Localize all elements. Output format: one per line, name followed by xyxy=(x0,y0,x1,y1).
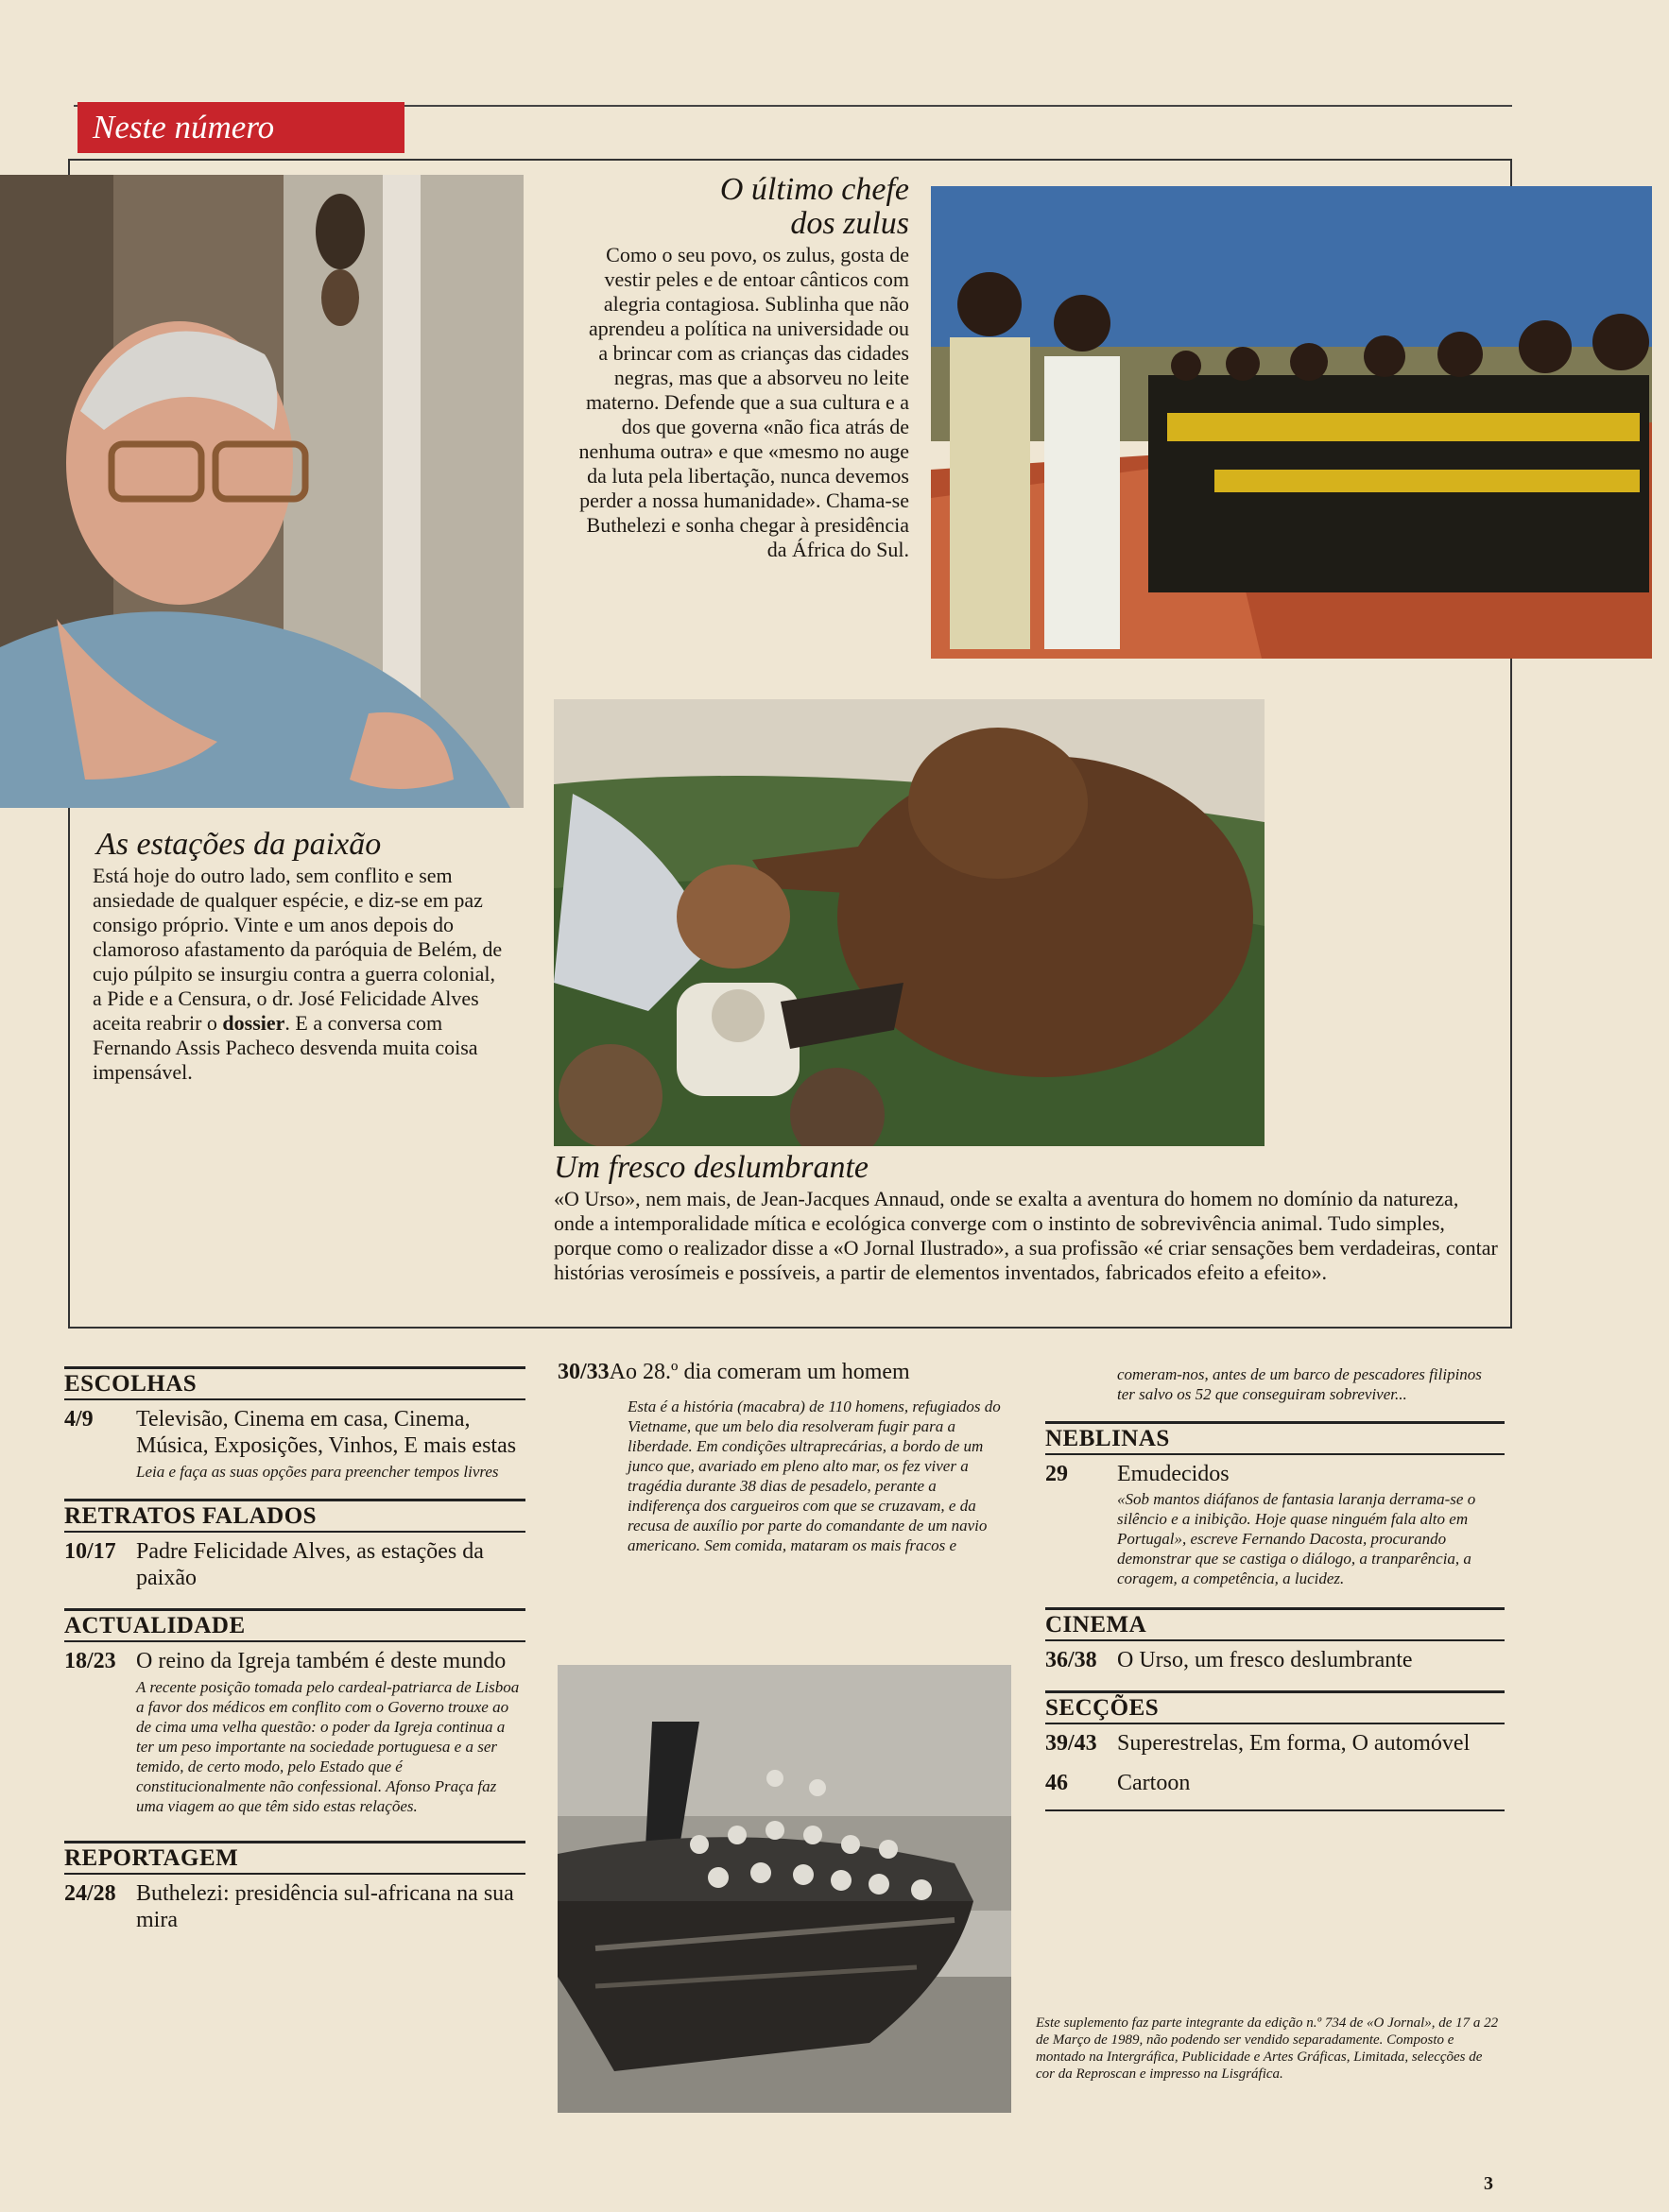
toc-entry[interactable]: 10/17 Padre Felicidade Alves, as estações da paixão xyxy=(64,1539,484,1590)
toc-heading: CINEMA xyxy=(1045,1607,1505,1641)
toc-continuation: comeram-nos, antes de um barco de pescadores filipinos ter salvo os 52 que conseguiram sobreviver... xyxy=(1117,1365,1482,1403)
toc-mid-column xyxy=(558,1359,1021,1555)
toc-entry-desc: «Sob mantos diáfanos de fantasia laranja derrama-se o silêncio e a inibição. Hoje quase ninguém fala alto em Portugal», escreve Fernando Dacosta, procurando demonstrar que se castiga o diálogo, a tranparência, a coragem, a competência, a lucidez. xyxy=(1117,1490,1476,1587)
fresco-article xyxy=(554,1151,1499,1285)
colophon: Este suplemento faz parte integrante da edição n.º 734 de «O Jornal», de 17 a 22 de Março de 1989, não podendo ser vendido separadamente. Composto e montado na Intergráfica, Publicidade e Artes Gráficas, Limitada, selecções de cor da Reproscan e impresso na Lisgráfica. xyxy=(1036,2015,1499,2082)
toc-heading: ESCOLHAS xyxy=(64,1366,525,1400)
toc-entry[interactable]: 24/28 Buthelezi: presidência sul-africana na sua mira xyxy=(64,1881,514,1932)
toc-heading: REPORTAGEM xyxy=(64,1841,525,1875)
toc-heading: RETRATOS FALADOS xyxy=(64,1499,525,1533)
toc-heading: ACTUALIDADE xyxy=(64,1608,525,1642)
paixao-article xyxy=(93,828,508,1085)
toc-right-column xyxy=(1045,1364,1505,1811)
fresco-title: Um fresco deslumbrante xyxy=(554,1150,869,1185)
paixao-body: Está hoje do outro lado, sem conflito e sem ansiedade de qualquer espécie, e diz-se em paz consigo próprio. Vinte e um anos depois do clamoroso afastamento da paróquia de Belém, de cujo púlpito se insurgiu contra a guerra colonial, a Pide e a Censura, o dr. José Felicidade Alves aceita reabrir o dossier. E a conversa com Fernando Assis Pacheco desvenda muita coisa impensável. xyxy=(93,864,503,1084)
zulu-photo xyxy=(931,186,1652,659)
fresco-body: «O Urso», nem mais, de Jean-Jacques Annaud, onde se exalta a aventura do homem no domínio da natureza, onde a intemporalidade mítica e ecológica converge com o instinto de sobrevivência animal. Tudo simples, porque como o realizador disse a «O Jornal Ilustrado», a sua profissão «é criar sensações bem verdadeiras, contar histórias verosímeis e possíveis, a partir de elementos inventados, fabricados efeito a efeito». xyxy=(554,1187,1498,1284)
zulu-title: O último chefe dos zulus xyxy=(719,172,909,241)
bear-photo xyxy=(554,699,1265,1146)
toc-end-rule xyxy=(1045,1809,1505,1811)
toc-left-column xyxy=(64,1366,525,1933)
toc-entry[interactable]: 18/23 O reino da Igreja também é deste mundo xyxy=(64,1649,507,1673)
toc-entry[interactable]: 30/33 Ao 28.º dia comeram um homem xyxy=(558,1360,910,1384)
page-number: 3 xyxy=(1484,2173,1493,2194)
toc-entry-desc: A recente posição tomada pelo cardeal-patriarca de Lisboa a favor dos médicos em conflito com o Governo trouxe ao de cima uma velha questão: o poder da Igreja continua a ter um peso importante na sociedade portuguesa e a ser temido, de certo modo, pelo Estado que é constitucionalmente não confessional. Afonso Praça faz uma viagem ao que têm sido estas relações. xyxy=(136,1678,520,1815)
zulu-body: Como o seu povo, os zulus, gosta de vestir peles e de entoar cânticos com alegria contagiosa. Sublinha que não aprendeu a política na universidade ou a brincar com as crianças das cidades negras, mas que a absorveu no leite materno. Defende que a sua cultura e a dos que governa «não fica atrás de nenhuma outra» e que «mesmo no auge da luta pela libertação, nunca devemos perder a nossa humanidade». Chama-se Buthelezi e sonha chegar à presidência da África do Sul. xyxy=(578,243,909,561)
toc-entry[interactable]: 36/38 O Urso, um fresco deslumbrante xyxy=(1045,1648,1413,1672)
toc-entry[interactable]: 4/9 Televisão, Cinema em casa, Cinema, Música, Exposições, Vinhos, E mais estas xyxy=(64,1407,517,1458)
toc-entry-desc: Leia e faça as suas opções para preencher tempos livres xyxy=(136,1463,499,1481)
toc-entry[interactable]: 46 Cartoon xyxy=(1045,1771,1191,1795)
portrait-photo xyxy=(0,175,524,808)
toc-heading: NEBLINAS xyxy=(1045,1421,1505,1455)
zulu-article xyxy=(578,173,909,562)
section-label: Neste número xyxy=(77,102,404,153)
toc-entry-desc: Esta é a história (macabra) de 110 homens, refugiados do Vietname, que um belo dia resolveram fugir para a liberdade. Em condições ultraprecárias, a bordo de um junco que, avariado em pleno alto mar, os fez viver a tragédia durante 38 dias de pesadelo, perante a indiferença dos cargueiros com que se cruzavam, e da recusa de auxílio por parte do comandante de um navio americano. Sem comida, mataram os mais fracos e xyxy=(628,1398,1001,1554)
toc-heading: SECÇÕES xyxy=(1045,1690,1505,1724)
toc-entry[interactable]: 39/43 Superestrelas, Em forma, O automóvel xyxy=(1045,1731,1471,1756)
paixao-title: As estações da paixão xyxy=(96,827,382,862)
refugee-boat-photo xyxy=(558,1665,1011,2113)
toc-entry[interactable]: 29 Emudecidos xyxy=(1045,1462,1230,1486)
